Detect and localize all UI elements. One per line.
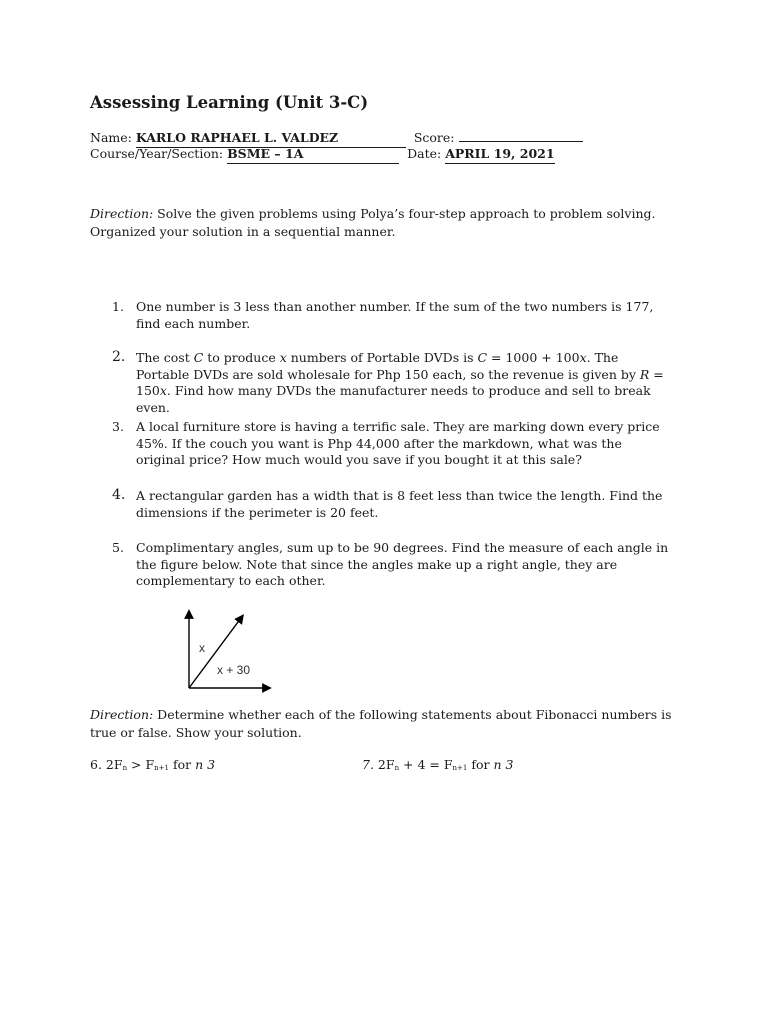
problem-number: 1. <box>112 299 124 314</box>
direction-label: Direction: <box>90 707 154 722</box>
problem-text: A rectangular garden has a width that is 8 feet less than twice the length. Find the dimensions if the perimeter is 20 feet. <box>136 488 663 520</box>
diagonal-ray <box>189 618 241 688</box>
problem-number: 4. <box>112 487 126 503</box>
direction-label: Direction: <box>90 206 154 221</box>
problem-number: 3. <box>112 419 124 434</box>
problem-text: Complimentary angles, sum up to be 90 degrees. Find the measure of each angle in the figure below. Note that since the angles make up a right angle, they are complementary to each other. <box>136 540 669 588</box>
problem-text: A local furniture store is having a terrific sale. They are marking down every price 45%. If the couch you want is Php 44,000 after the markdown, what was the original price? How much would you save if you bought it at this sale? <box>136 419 660 467</box>
problem-number: 2. <box>112 349 126 365</box>
date-value: APRIL 19, 2021 <box>445 146 555 161</box>
direction-paragraph-2 <box>90 706 680 742</box>
angle-x-label: x <box>199 641 205 655</box>
score-label: Score: <box>413 130 455 145</box>
problem-number: 5. <box>112 540 124 555</box>
direction-text: Determine whether each of the following statements about Fibonacci numbers is true or false. Show your solution. <box>90 707 672 740</box>
problem-item <box>112 299 672 332</box>
date-field <box>445 145 554 164</box>
date-label: Date: <box>407 146 442 161</box>
problem-item <box>112 488 672 521</box>
direction-text: Solve the given problems using Polya’s four-step approach to problem solving. Organized your solution in a sequential manner. <box>90 206 656 239</box>
problem-item <box>112 350 672 416</box>
statement-6: 6. $2F_n > F_{n+1}$ for n 3 <box>90 757 216 772</box>
angle-x-plus-30-label: x + 30 <box>217 663 251 677</box>
statement-7: 7. $2F_n + 4 = F_{n+1}$ for n 3 <box>362 757 514 772</box>
problem-item <box>112 540 672 590</box>
page-title: Assessing Learning (Unit 3-C) <box>90 93 369 112</box>
course-value: BSME – 1A <box>227 146 304 161</box>
problem-item <box>112 419 672 469</box>
direction-paragraph <box>90 205 680 241</box>
score-field <box>459 127 583 142</box>
problem-text: One number is 3 less than another number. If the sum of the two numbers is 177, find each number. <box>136 299 654 331</box>
name-value: KARLO RAPHAEL L. VALDEZ <box>135 130 339 145</box>
name-label: Name: <box>90 130 132 145</box>
problem-text: The cost C to produce x numbers of Portable DVDs is C = 1000 + 100x. The Portable DVDs are sold wholesale for Php 150 each, so the revenue is given by R = 150x. Find how many DVDs the manufacturer needs to produce and sell to break even. <box>136 350 664 415</box>
angle-figure <box>183 608 275 694</box>
course-label: Course/Year/Section: <box>90 146 224 161</box>
course-date-line <box>90 145 555 164</box>
course-field <box>227 145 399 164</box>
